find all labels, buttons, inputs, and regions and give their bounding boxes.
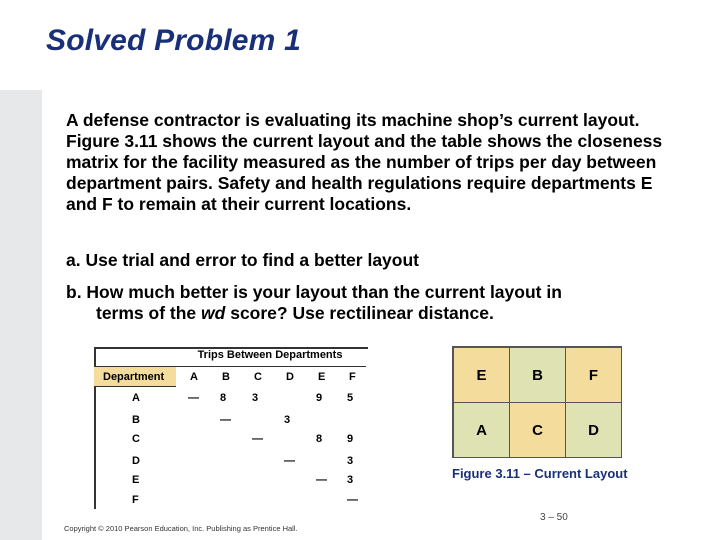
table-cell: 5 <box>347 392 354 404</box>
page-title: Solved Problem 1 <box>46 24 301 57</box>
table-header-e: E <box>318 371 326 383</box>
table-header-department: Department <box>103 371 165 383</box>
left-band <box>0 90 42 540</box>
table-cell: 3 <box>284 414 291 426</box>
figure-caption: Figure 3.11 – Current Layout <box>452 466 628 481</box>
question-b <box>66 282 666 324</box>
page-number: 3 – 50 <box>540 512 568 523</box>
table-row-label: E <box>132 474 140 486</box>
table-row-label: B <box>132 414 140 426</box>
current-layout-grid <box>452 346 622 458</box>
table-cell: — <box>252 433 263 445</box>
table-cell: 9 <box>347 433 354 445</box>
question-b-text: terms of the <box>96 303 202 323</box>
layout-cell-r1c2: B <box>509 347 566 403</box>
table-row-label: F <box>132 494 139 506</box>
table-row-label: A <box>132 392 140 404</box>
layout-cell-r2c2: C <box>509 402 566 458</box>
table-header-divider <box>94 366 366 367</box>
table-cell: — <box>284 455 295 467</box>
layout-cell-r1c3: F <box>565 347 622 403</box>
layout-cell-r1c1: E <box>453 347 510 403</box>
table-cell: 3 <box>252 392 259 404</box>
question-a: a. Use trial and error to find a better layout <box>66 250 419 270</box>
table-header-c: C <box>254 371 262 383</box>
table-cell: — <box>220 414 231 426</box>
table-header-b: B <box>222 371 230 383</box>
table-cell: 3 <box>347 455 354 467</box>
table-cell: 9 <box>316 392 323 404</box>
table-cell: 8 <box>316 433 323 445</box>
table-cell: — <box>347 494 358 506</box>
table-cell: 3 <box>347 474 354 486</box>
question-b-text-end: score? Use rectilinear distance. <box>225 303 494 323</box>
table-row-label: C <box>132 433 140 445</box>
table-cell: — <box>188 392 199 404</box>
layout-cell-r2c3: D <box>565 402 622 458</box>
layout-cell-r2c1: A <box>453 402 510 458</box>
copyright-notice: Copyright © 2010 Pearson Education, Inc. Publishing as Prentice Hall. <box>64 524 298 533</box>
table-cell: 8 <box>220 392 227 404</box>
table-header-a: A <box>190 371 198 383</box>
table-row-label: D <box>132 455 140 467</box>
question-b-line1: b. How much better is your layout than the current layout in <box>66 282 562 302</box>
question-b-line2 <box>66 303 666 324</box>
table-caption: Trips Between Departments <box>197 349 343 361</box>
table-header-f: F <box>349 371 356 383</box>
table-cell: — <box>316 474 327 486</box>
question-b-emphasis: wd <box>201 303 226 323</box>
table-header-d: D <box>286 371 294 383</box>
problem-statement: A defense contractor is evaluating its machine shop’s current layout. Figure 3.11 shows the current layout and the table shows the closeness matrix for the facility measured as the number of trips per day between department pairs. Safety and health regulations require departments E and F to remain at their current locations. <box>66 110 663 214</box>
